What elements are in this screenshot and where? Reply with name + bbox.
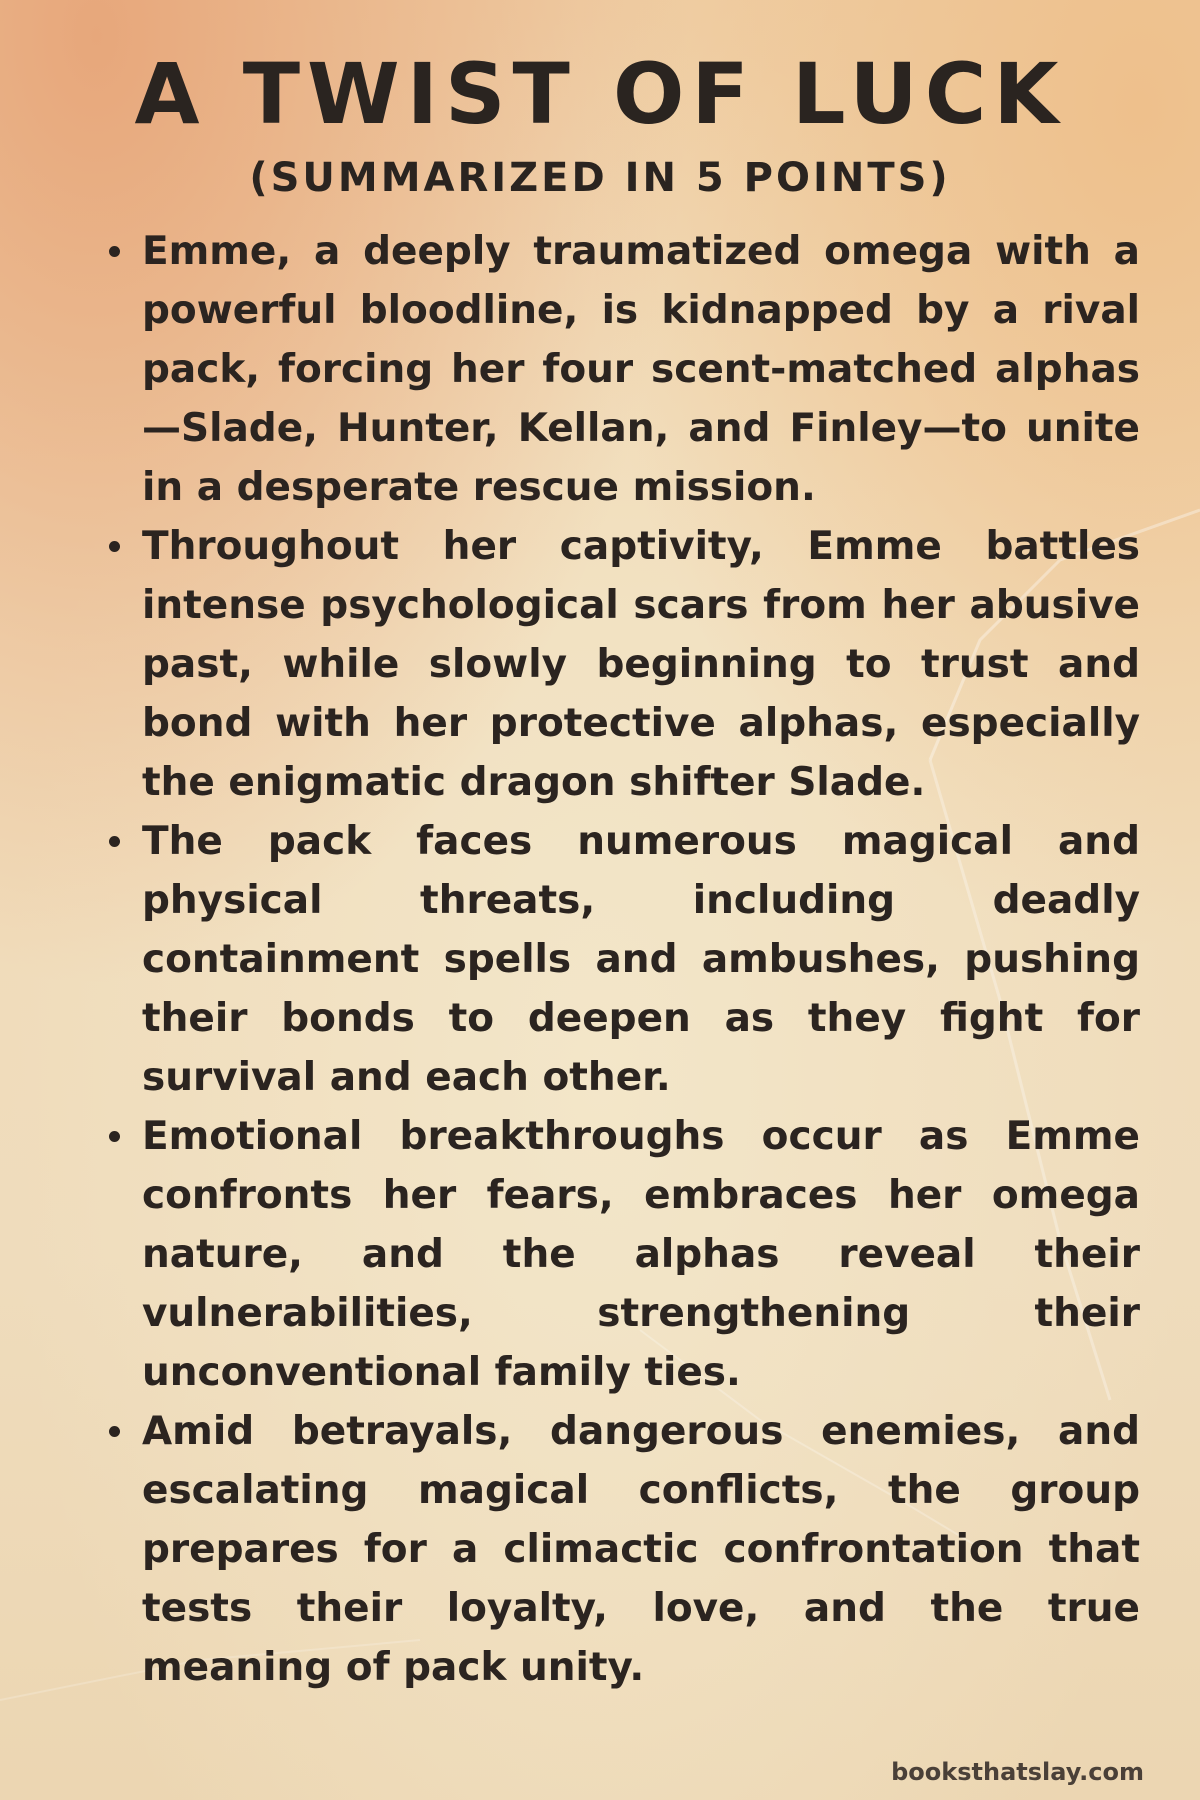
summary-point-text: Throughout her captivity, Emme battles intense psychological scars from her abusive past, while slowly beginning to trust and bond with her protective alphas, especially the enigmatic dragon shifter Slade. [142, 524, 1140, 805]
bullet-icon [109, 1131, 120, 1142]
summary-point-text: Amid betrayals, dangerous enemies, and escalating magical conflicts, the group prepares for a climactic confrontation that tests their loyalty, love, and the true meaning of pack unity. [142, 1409, 1140, 1690]
summary-point [142, 1107, 1140, 1402]
bullet-icon [109, 541, 120, 552]
page-subtitle: (SUMMARIZED IN 5 POINTS) [249, 155, 951, 201]
bullet-icon [109, 1426, 120, 1437]
page-title: A TWIST OF LUCK [134, 45, 1066, 143]
summary-point [142, 1402, 1140, 1697]
summary-point-list [142, 222, 1140, 1697]
bullet-icon [109, 836, 120, 847]
summary-point [142, 517, 1140, 812]
source-watermark: booksthatslay.com [891, 1758, 1144, 1786]
summary-point [142, 812, 1140, 1107]
summary-point-text: Emme, a deeply traumatized omega with a powerful bloodline, is kidnapped by a rival pack, forcing her four scent-matched alphas—Slade, Hunter, Kellan, and Finley—to unite in a desperate rescue mission. [142, 229, 1140, 510]
summary-point [142, 222, 1140, 517]
summary-point-text: Emotional breakthroughs occur as Emme confronts her fears, embraces her omega nature, and the alphas reveal their vulnerabilities, strengthening their unconventional family ties. [142, 1114, 1140, 1395]
summary-point-text: The pack faces numerous magical and physical threats, including deadly containment spells and ambushes, pushing their bonds to deepen as they fight for survival and each other. [142, 819, 1140, 1100]
bullet-icon [109, 246, 120, 257]
